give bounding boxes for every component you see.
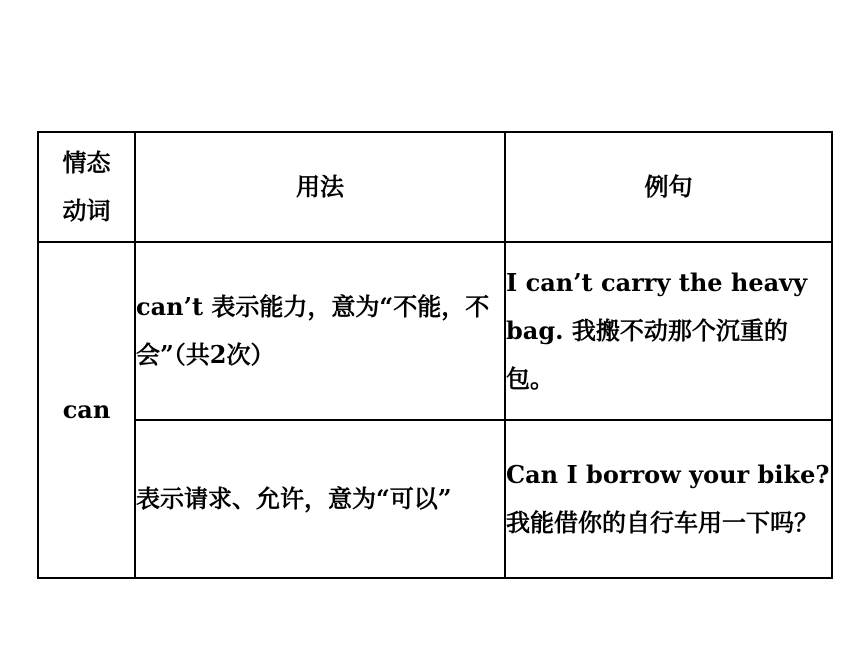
usage-cell: can’t 表示能力，意为“不能，不会”（共2次）	[135, 242, 505, 420]
table-row	[38, 242, 832, 420]
header-usage: 用法	[135, 132, 505, 242]
header-modal-verb-line1: 情态	[62, 148, 111, 177]
header-modal-verb	[38, 132, 135, 242]
header-modal-verb-line2: 动词	[62, 196, 111, 225]
table-header-row	[38, 132, 832, 242]
header-example: 例句	[505, 132, 832, 242]
example-cell: Can I borrow your bike? 我能借你的自行车用一下吗？	[505, 420, 832, 578]
usage-cell: 表示请求、允许，意为“可以”	[135, 420, 505, 578]
table-row	[38, 420, 832, 578]
modal-verb-cell: can	[38, 242, 135, 578]
example-cell: I can’t carry the heavy bag. 我搬不动那个沉重的包。	[505, 242, 832, 420]
grammar-table	[37, 131, 833, 579]
